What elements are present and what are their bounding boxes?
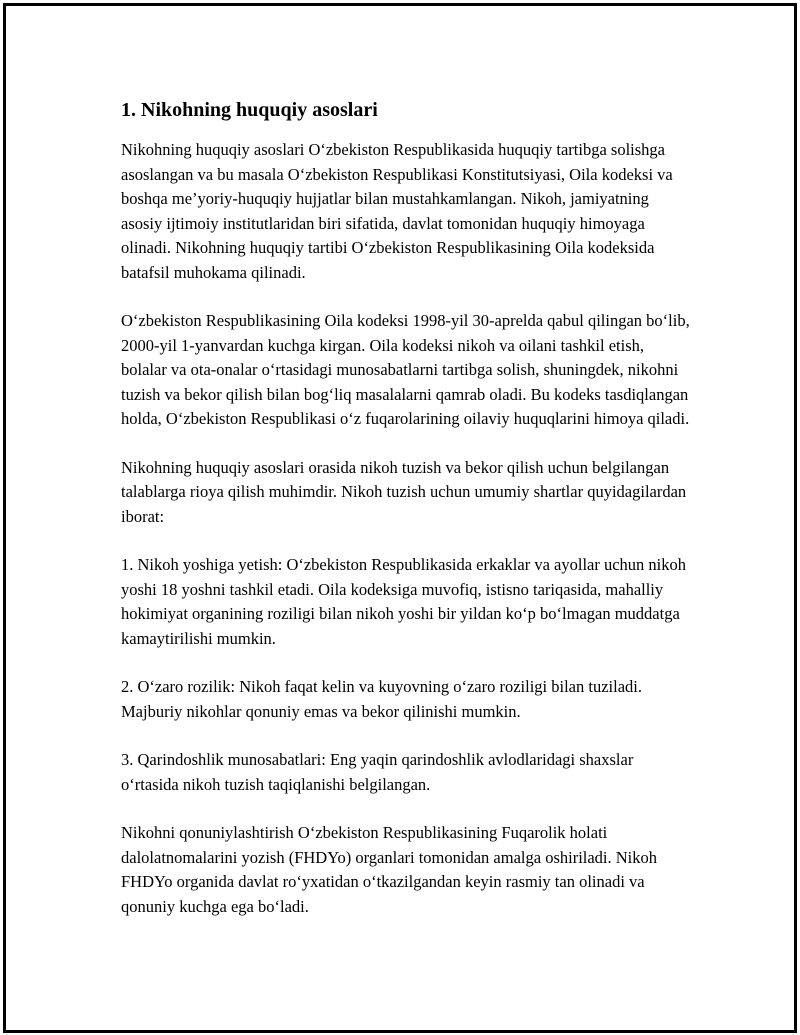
paragraph-conditions: Nikohning huquqiy asoslari orasida nikoh tuzish va bekor qilish uchun belgilangan talablarga rioya qilish muhimdir. Nikoh tuzish uchun umumiy shartlar quyidagilardan iborat: xyxy=(121,457,687,526)
document-body xyxy=(121,96,691,943)
paragraph-registration: Nikohni qonuniylashtirish O‘zbekiston Respublikasining Fuqarolik holati dalolatnomalarini yozish (FHDYo) organlari tomonidan amalga oshiriladi. Nikoh FHDYo organida davlat ro‘yxatidan o‘tkazilgandan keyin rasmiy tan olinadi va qonuniy kuchga ega bo‘ladi. xyxy=(121,823,658,916)
paragraph-condition-kinship: 3. Qarindoshlik munosabatlari: Eng yaqin qarindoshlik avlodlaridagi shaxslar o‘rtasida nikoh tuzish taqiqlanishi belgilangan. xyxy=(121,750,634,794)
section-heading: 1. Nikohning huquqiy asoslari xyxy=(121,99,378,121)
paragraph-family-code: O‘zbekiston Respublikasining Oila kodeksi 1998-yil 30-aprelda qabul qilingan bo‘lib, 2000-yil 1-yanvardan kuchga kirgan. Oila kodeksi nikoh va oilani tashkil etish, bolalar va ota-onalar o‘rtasidagi munosabatlarni tartibga solish, shuningdek, nikohni tuzish va bekor qilish bilan bog‘liq masalalarni qamrab oladi. Bu kodeks tasdiqlangan holda, O‘zbekiston Respublikasi o‘z fuqarolarining oilaviy huquqlarini himoya qiladi. xyxy=(121,311,690,428)
document-page xyxy=(3,3,797,1033)
paragraph-condition-age: 1. Nikoh yoshiga yetish: O‘zbekiston Respublikasida erkaklar va ayollar uchun nikoh yoshi 18 yoshni tashkil etadi. Oila kodeksiga muvofiq, istisno tariqasida, mahalliy hokimiyat organining roziligi bilan nikoh yoshi bir yildan ko‘p bo‘lmagan muddatga kamaytirilishi mumkin. xyxy=(121,555,687,648)
paragraph-condition-consent: 2. O‘zaro rozilik: Nikoh faqat kelin va kuyovning o‘zaro roziligi bilan tuziladi. Majburiy nikohlar qonuniy emas va bekor qilinishi mumkin. xyxy=(121,677,642,721)
paragraph-intro: Nikohning huquqiy asoslari O‘zbekiston Respublikasida huquqiy tartibga solishga asoslangan va bu masala O‘zbekiston Respublikasi Konstitutsiyasi, Oila kodeksi va boshqa me’yoriy-huquqiy hujjatlar bilan mustahkamlangan. Nikoh, jamiyatning asosiy ijtimoiy institutlaridan biri sifatida, davlat tomonidan huquqiy himoyaga olinadi. Nikohning huquqiy tartibi O‘zbekiston Respublikasining Oila kodeksida batafsil muhokama qilinadi. xyxy=(121,140,673,282)
